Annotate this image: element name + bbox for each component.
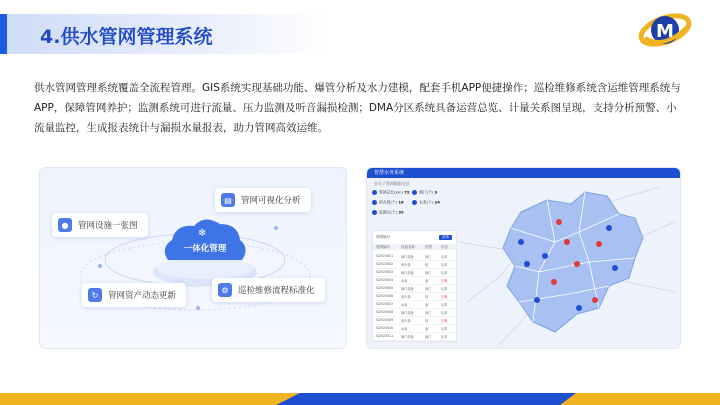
page-title: 4.供水管网管理系统 [40, 26, 213, 48]
table-row[interactable]: SJ2023009 消火栓 栓 告警 [373, 315, 456, 325]
table-row[interactable]: SJ2023003 阀门设备 阀门 正常 [373, 267, 456, 277]
description-text: 供水管网管理系统覆盖全流程管理。GIS系统实现基础功能、爆管分析及水力建模，配套手机APP便捷操作；巡检维修系统含运维管理系统与APP，保障管网养护；监测系统可进行流量、压力监测及听音漏损检测；DMA分区系统具备运营总览、计量关系图呈现，支持分析预警、小流量监控，生成报表统计与漏损水量报表，助力管网高效运维。 [34, 82, 681, 134]
center-label: 一体化管理 [183, 244, 227, 254]
stat-item: 水表(个) 24 [412, 200, 440, 205]
table-row[interactable]: SJ2023011 阀门设备 阀门 正常 [373, 331, 456, 341]
stat-item: 管网总长(km) 72 [372, 190, 410, 195]
table-row[interactable]: SJ2023006 消火栓 栓 告警 [373, 291, 456, 301]
module-facility-map: ● 管网设施一张图 [52, 213, 148, 237]
search-button[interactable]: 查询 [439, 235, 452, 240]
table-header: 管网编号 设备名称 类型 状态 [373, 244, 456, 250]
stat-item: 监测点(个) 39 [372, 210, 404, 215]
company-logo-icon [636, 6, 694, 54]
module-visual-analysis: ▤ 管网可视化分析 [215, 188, 311, 212]
integration-diagram-panel [40, 168, 346, 348]
app-title: 智慧水务系统 [374, 170, 405, 176]
search-label[interactable]: 管网编号 [376, 235, 390, 239]
district-map[interactable] [459, 182, 675, 345]
stats-panel [372, 190, 462, 220]
footer-accent-yellow [0, 393, 300, 405]
stat-item: 消火栓(个) 16 [372, 200, 404, 205]
table-row[interactable]: SJ2023007 水表 表 正常 [373, 299, 456, 309]
table-row[interactable]: SJ2023002 消火栓 栓 正常 [373, 259, 456, 269]
app-screenshot-panel [367, 168, 680, 348]
table-row[interactable]: SJ2023004 水表 表 告警 [373, 275, 456, 285]
breadcrumb[interactable]: 首页 / 管网数据分区 [374, 181, 410, 186]
app-header [367, 168, 680, 178]
snowflake-icon: ❄ [198, 228, 207, 239]
footer-accent-yellow-right [560, 393, 720, 405]
data-table [372, 230, 457, 342]
refresh-icon: ↻ [88, 288, 102, 302]
stat-item: 阀门(个) 9 [412, 190, 437, 195]
module-inspection-standard: ⚙ 巡检维修流程标准化 [212, 278, 325, 302]
table-row[interactable]: SJ2023005 阀门设备 阀门 正常 [373, 283, 456, 293]
title-accent-bar [0, 14, 7, 54]
map-pin-icon: ● [58, 218, 72, 232]
table-row[interactable]: SJ2023008 阀门设备 阀门 正常 [373, 307, 456, 317]
title-bar [0, 14, 330, 54]
table-row[interactable]: SJ2023010 水表 表 正常 [373, 323, 456, 333]
logo-letter: M [656, 21, 674, 42]
chart-icon: ▤ [221, 193, 235, 207]
table-row[interactable]: SJ2023001 阀门设备 阀门 正常 [373, 251, 456, 261]
module-asset-update: ↻ 管网资产动态更新 [82, 283, 186, 307]
wrench-icon: ⚙ [218, 283, 232, 297]
